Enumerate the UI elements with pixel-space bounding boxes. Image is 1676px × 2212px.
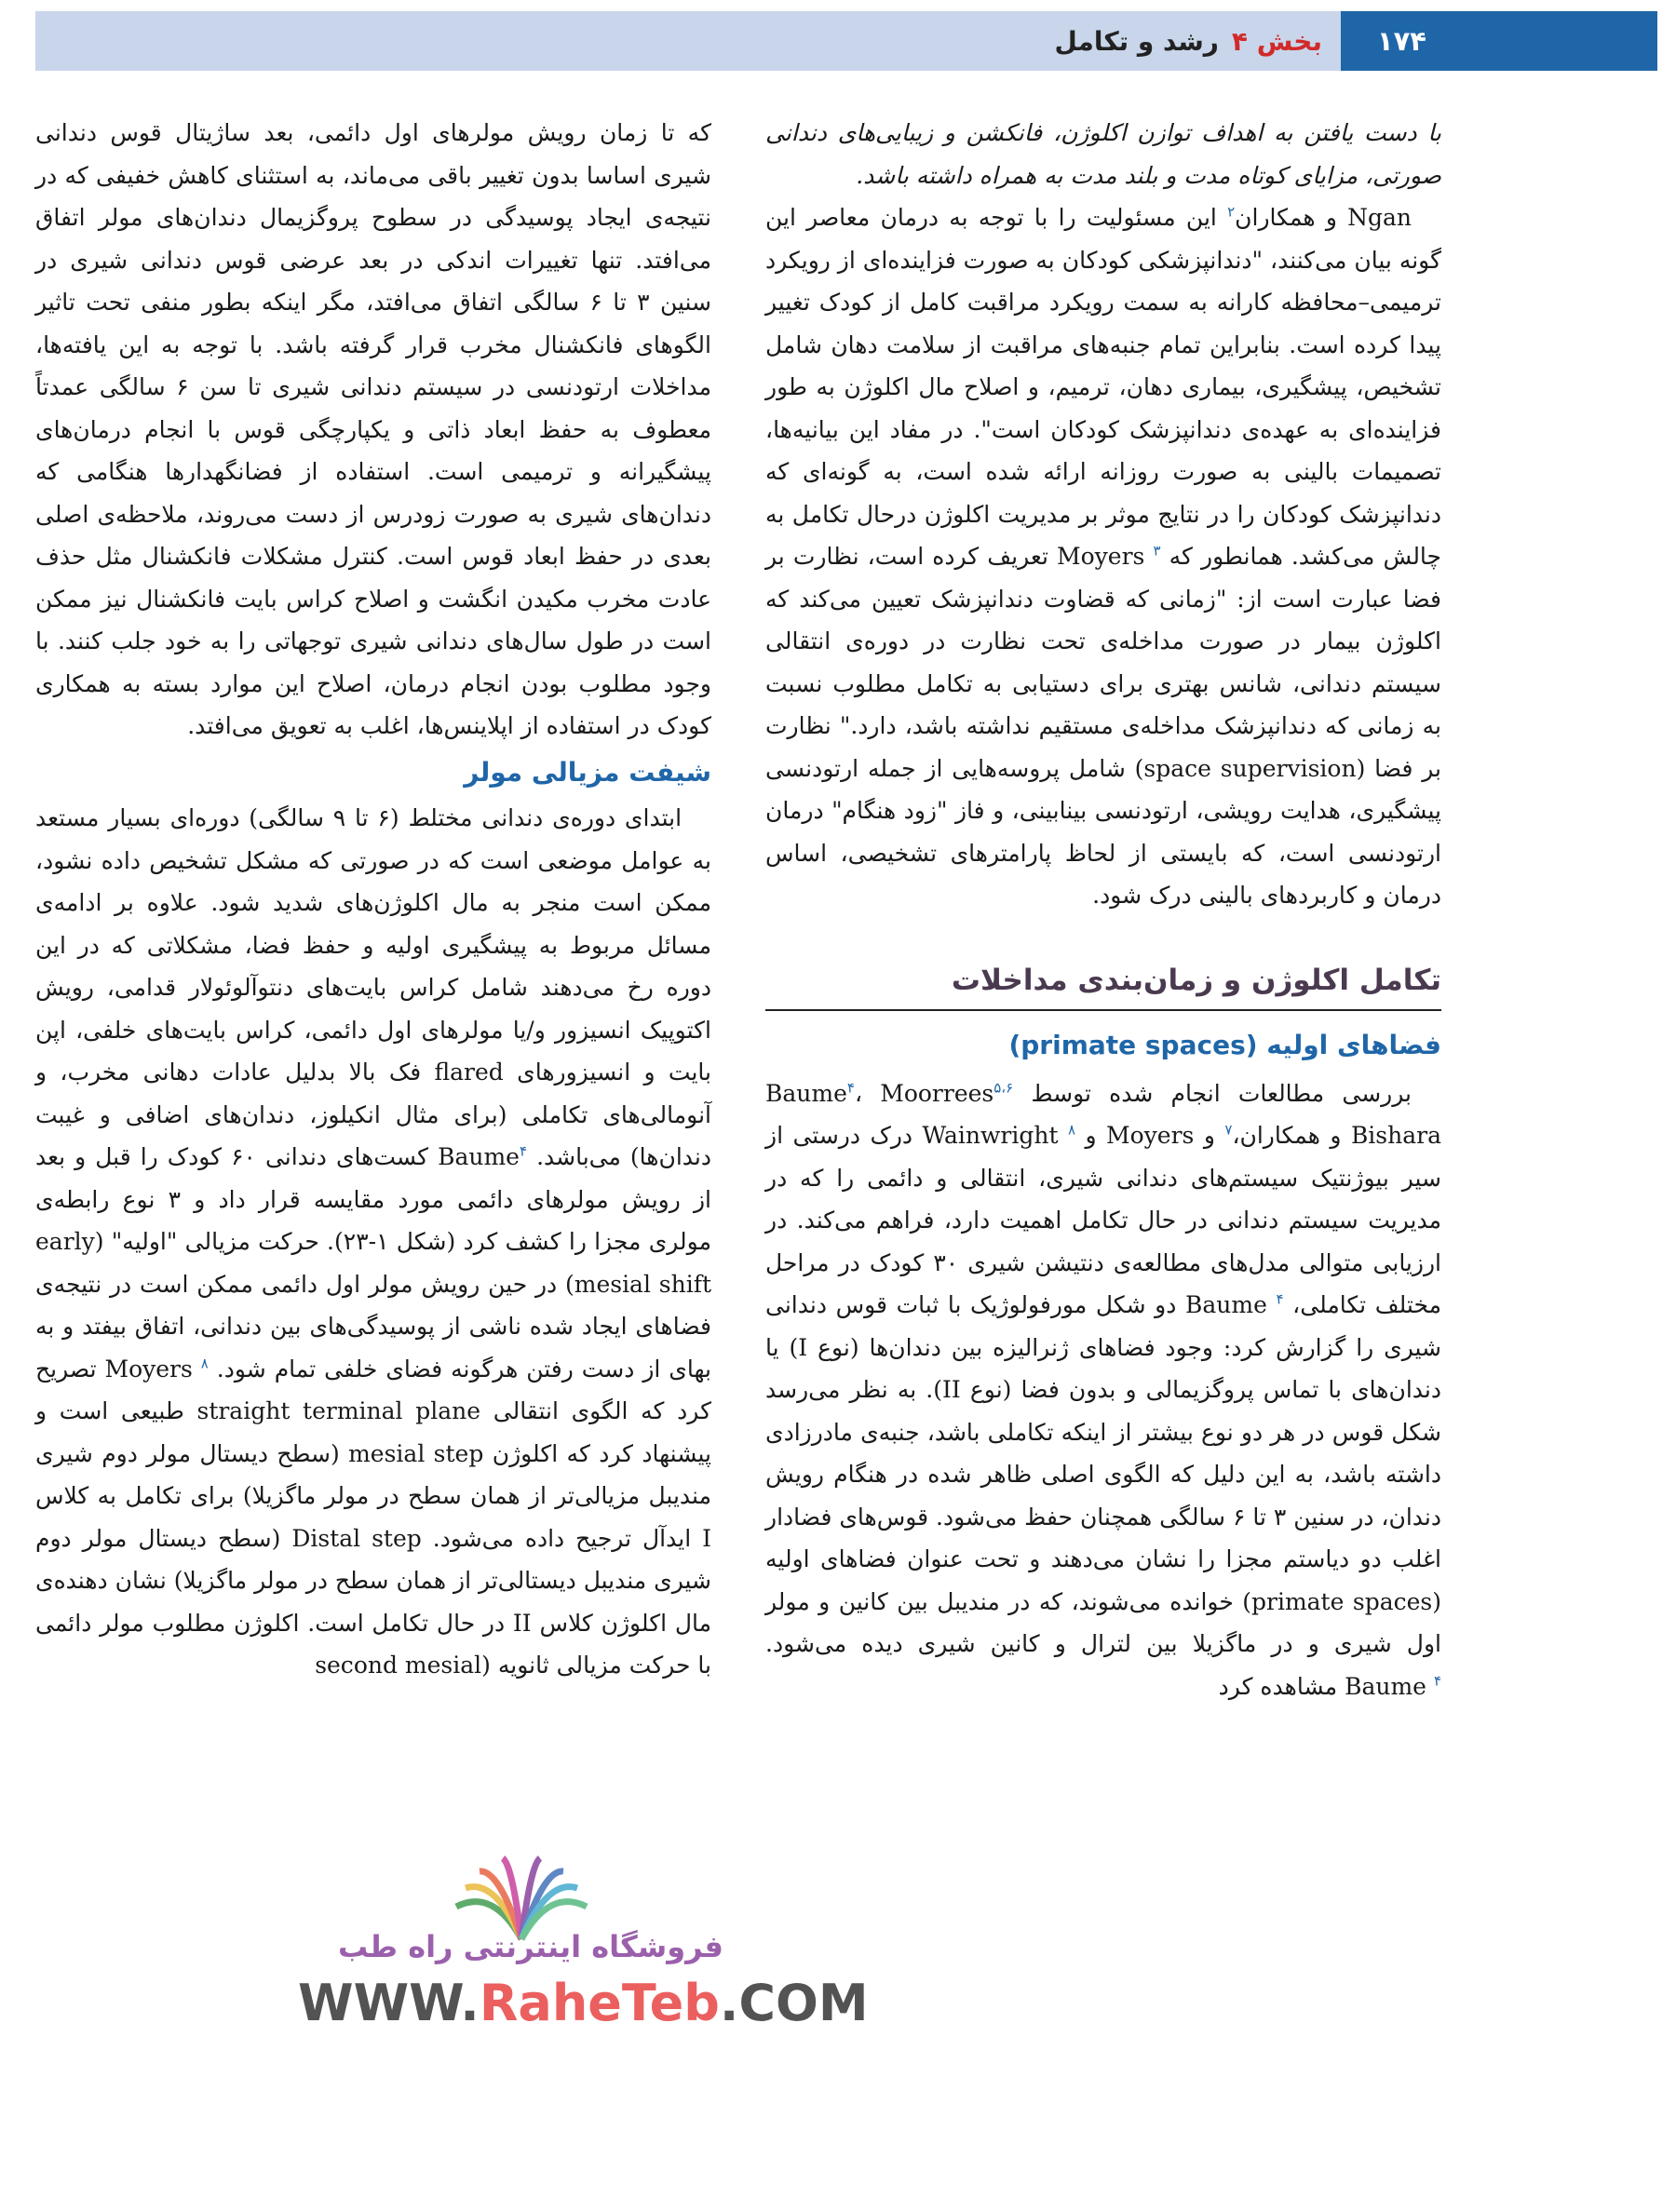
watermark bbox=[298, 1851, 869, 2037]
citation-ref: ۴ bbox=[846, 1079, 855, 1097]
paragraph bbox=[35, 797, 711, 1687]
paragraph: که تا زمان رویش مولرهای اول دائمی، بعد ساژیتال قوس دندانی شیری اساسا بدون تغییر باقی می‌ماند، به استثنای کاهش خفیفی که در نتیجه‌ی ایجاد پوسیدگی در سطوح پروگزیمال دندان‌های مولر اتفاق می‌افتد. تنها تغییرات اندکی در بعد عرضی قوس دندانی شیری در سنین ۳ تا ۶ سالگی اتفاق می‌افتد، مگر اینکه بطور منفی تحت تاثیر الگوهای فانکشنال مخرب قرار گرفته باشد. با توجه به این یافته‌ها، مداخلات ارتودنسی در سیستم دندانی شیری تا سن ۶ سالگی عمدتاً معطوف به حفظ ابعاد ذاتی و یکپارچگی قوس با انجام درمان‌های پیشگیرانه و ترمیمی است. استفاده از فضانگهدارها هنگامی که دندان‌های شیری به صورت زودرس از دست می‌روند، ملاحظه‌ی اصلی بعدی در حفظ ابعاد قوس است. کنترل مشکلات فانکشنال مثل حذف عادت مخرب مکیدن انگشت و اصلاح کراس بایت فانکشنال نیز ممکن است در طول سال‌های دندانی شیری توجهاتی را به خود جلب کنند. با وجود مطلوب بودن انجام درمان، اصلاح این موارد بسته به همکاری کودک در استفاده از اپلاینس‌ها، اغلب به تعویق می‌افتد. bbox=[35, 119, 712, 739]
url-brand: RaheTeb bbox=[479, 1974, 720, 2032]
left-column bbox=[35, 112, 711, 1687]
citation-ref: ۸ bbox=[1067, 1121, 1076, 1139]
page-number-box bbox=[1341, 11, 1657, 71]
text-run: درک درستی از سیر بیوژنتیک سیستم‌های دندانی شیری، انتقالی و دائمی را که در مدیریت سیستم دندانی در حال تکامل اهمیت دارد، فراهم می‌کند. در ارزیابی متوالی مدل‌های مطالعه‌ی دنتیشن شیری ۳۰ کودک در مراحل مختلف تکاملی، Baume bbox=[765, 1122, 1441, 1318]
citation-ref: ۵،۶ bbox=[993, 1079, 1014, 1097]
url-part: .COM bbox=[719, 1974, 869, 2032]
text-run: بررسی مطالعات انجام شده توسط Baume bbox=[765, 1079, 1412, 1107]
right-column bbox=[765, 112, 1441, 1707]
paragraph bbox=[765, 196, 1441, 917]
header-chapter-title: رشد و تکامل bbox=[1054, 25, 1219, 57]
paragraph bbox=[765, 1072, 1441, 1708]
text-run: و Moyers و Wainwright bbox=[922, 1122, 1225, 1149]
text-run: ، Moorrees bbox=[854, 1079, 994, 1107]
text-run: کست‌های دندانی ۶۰ کودک را قبل و بعد از رویش مولرهای دائمی مورد مقایسه قرار داد و ۳ نوع رابطه‌ی مولری مجزا را کشف کرد (شکل ۱-۲۳). حرکت مزیالی "اولیه" (early mesial shift) در حین رویش مولر اول دائمی ممکن است در نتیجه‌ی فضاهای ایجاد شده ناشی از پوسیدگی‌های بین دندانی، اتفاق بیفتد و به بهای از دست رفتن هرگونه فضای خلفی تمام شود. Moyers bbox=[35, 1143, 712, 1382]
text-run: ابتدای دوره‌ی دندانی مختلط (۶ تا ۹ سالگی) دوره‌ای بسیار مستعد به عوامل موضعی است که در صورتی که مشکل تشخیص داده نشود، ممکن است منجر به مال اکلوژن‌های شدید شود. علاوه بر ادامه‌ی مسائل مربوط به پیشگیری اولیه و حفظ فضا، مشکلاتی که در این دوره رخ می‌دهند شامل کراس بایت‌های دنتوآلوئولار قدامی، رویش اکتوپیک انسیزور و/یا مولرهای اول دائمی، کراس بایت‌های خلفی، اپن بایت و انسیزورهای flared فک بالا بدلیل عادات دهانی مخرب، و آنومالی‌های تکاملی (برای مثال انکیلوز، دندان‌های اضافی و غیبت دندان‌ها) می‌باشد. Baume bbox=[35, 804, 711, 1170]
watermark-store-name: فروشگاه اینترنتی راه طب bbox=[338, 1929, 723, 1964]
page-number: ۱۷۴ bbox=[1376, 25, 1426, 57]
citation-ref: ۸ bbox=[200, 1355, 209, 1372]
citation-ref: ۴ bbox=[519, 1142, 528, 1160]
subsection-heading: شیفت مزیالی مولر bbox=[464, 756, 711, 788]
paragraph: با دست یافتن به اهداف توازن اکلوژن، فانکشن و زیبایی‌های دندانی صورتی، مزایای کوتاه مدت و بلند مدت به همراه داشته باشد. bbox=[765, 119, 1441, 189]
header-section-label: بخش ۴ bbox=[1231, 25, 1322, 57]
citation-ref: ۴ bbox=[1433, 1672, 1441, 1690]
text-run: تعریف کرده است، نظارت بر فضا عبارت است از: "زمانی که قضاوت دندانپزشک تعیین می‌کند که اکلوژن بیمار در صورت مداخله‌ی تحت نظارت در دوره‌ی انتقالی سیستم دندانی، شانس بهتری برای دستیابی به تکامل مطلوب نسبت به زمانی که دندانپزشک مداخله‌ی مستقیم نداشته باشد، دارد." نظارت بر فضا (space supervision) شامل پروسه‌هایی از جمله ارتودنسی پیشگیری، هدایت رویشی، ارتودنسی بینابینی، و فاز "زود هنگام" درمان ارتودنسی است، که بایستی از لحاظ پارامترهای تشخیصی، اساس درمان و کاربردهای بالینی درک شود. bbox=[765, 543, 1442, 909]
text-run: این مسئولیت را با توجه به درمان معاصر این گونه بیان می‌کنند، "دندانپزشکی کودکان به صورت فزاینده‌ای از رویکرد ترمیمی–محافظه کارانه به سمت رویکرد مراقبت کامل از کودک تغییر پیدا کرده است. بنابراین تمام جنبه‌های مراقبت از سلامت دهان شامل تشخیص، پیشگیری، بیماری دهان، ترمیم، و اصلاح مال اکلوژن به طور فزاینده‌ای به عهده‌ی دندانپزشک کودکان است". در مفاد این بیانیه‌ها، تصمیمات بالینی به صورت روزانه ارائه شده است، به گونه‌ای که دندانپزشک کودکان را در نتایج موثر بر مدیریت اکلوژن درحال تکامل به چالش می‌کشد. همانطور که Moyers bbox=[765, 204, 1442, 570]
citation-ref: ۲ bbox=[1227, 203, 1236, 221]
text-run: مشاهده کرد bbox=[1218, 1672, 1345, 1700]
text-run: Bishara و همکاران، bbox=[1232, 1122, 1441, 1149]
header-title-group bbox=[1055, 11, 1323, 71]
section-heading: تکامل اکلوژن و زمان‌بندی مداخلات bbox=[765, 960, 1441, 1012]
watermark-url bbox=[298, 1974, 869, 2032]
citation-ref: ۷ bbox=[1224, 1121, 1233, 1139]
text-run: Ngan و همکاران bbox=[1235, 204, 1412, 231]
book-logo-icon bbox=[438, 1851, 605, 1944]
text-run: تصریح کرد که الگوی انتقالی straight terminal plane طبیعی است و پیشنهاد کرد که اکلوژن mesial step (سطح دیستال مولر دوم شیری مندیبل مزیالی‌تر از همان سطح در مولر ماگزیلا) برای تکامل به کلاس I ایدآل ترجیح داده می‌شود. Distal step (سطح دیستال مولر دوم شیری مندیبل دیستالی‌تر از همان سطح در مولر ماگزیلا) نشان دهنده‌ی مال اکلوژن کلاس II در حال تکامل است. اکلوژن مطلوب مولر دائمی با حرکت مزیالی ثانویه (second mesial bbox=[35, 1355, 712, 1679]
url-part: WWW. bbox=[298, 1974, 480, 2032]
text-run: دو شکل مورفولوژیک با ثبات قوس دندانی شیری را گزارش کرد: وجود فضاهای ژنرالیزه بین دندان‌ها (نوع I) یا دندان‌های با تماس پروگزیمالی و بدون فضا (نوع II). به نظر می‌رسد شکل قوس در هر دو نوع بیشتر از اینکه تکاملی باشد، جنبه‌ی مادرزادی داشته باشد، به این دلیل که الگوی اصلی ظاهر شده در هنگام رویش دندان، در سنین ۳ تا ۶ سالگی همچنان حفظ می‌شود. قوس‌های فضادار اغلب دو دیاستم مجزا را نشان می‌دهند و تحت عنوان فضاهای اولیه (primate spaces) خوانده می‌شوند، که در مندیبل بین کانین و مولر اول شیری و در ماگزیلا بین لترال و کانین شیری دیده می‌شود. Baume bbox=[765, 1291, 1442, 1700]
citation-ref: ۳ bbox=[1153, 542, 1161, 560]
running-header bbox=[35, 11, 1657, 71]
citation-ref: ۴ bbox=[1276, 1290, 1284, 1308]
subsection-heading: فضاهای اولیه (primate spaces) bbox=[1008, 1030, 1441, 1060]
